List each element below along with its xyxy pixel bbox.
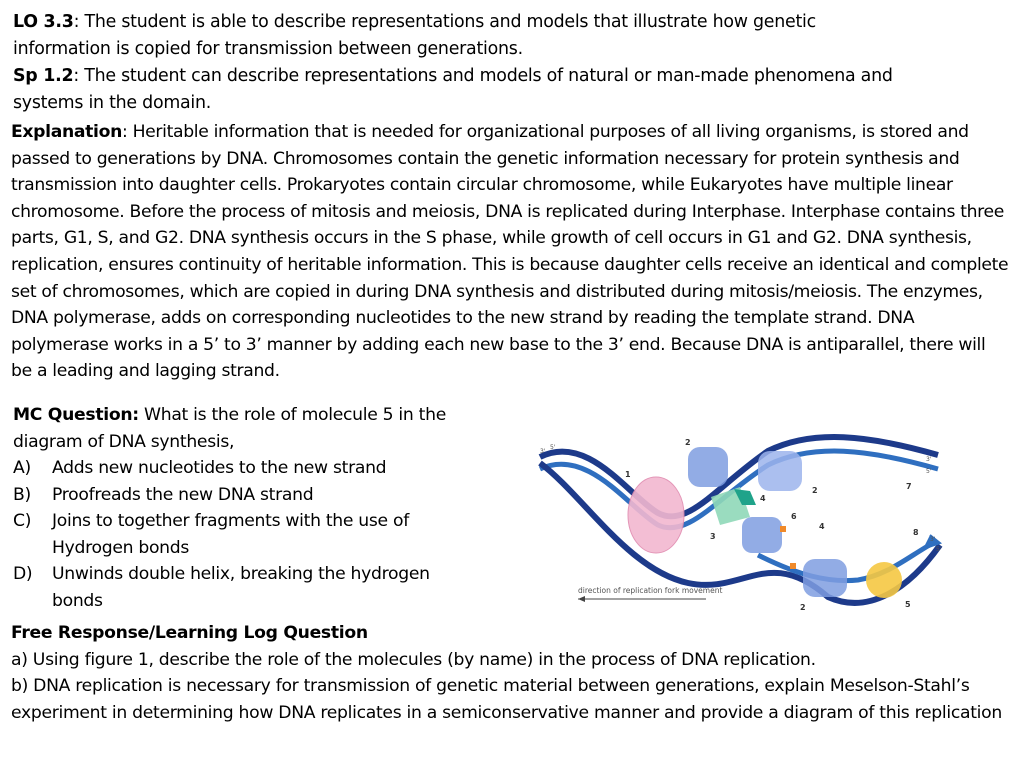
- rna-primer-1: [780, 526, 786, 532]
- rna-primer-2: [790, 563, 796, 569]
- mc-question: [13, 402, 483, 614]
- option-letter: D): [13, 564, 33, 584]
- end-label-5-left: 5': [550, 444, 556, 451]
- lo-text: : The student is able to describe representations and models that illustrate how genetic information is copied for transmission between generations.: [13, 12, 816, 59]
- mc-option-d[interactable]: [13, 561, 483, 614]
- polymerase-molecule-3: [742, 517, 782, 553]
- polymerase-molecule-4: [803, 559, 847, 597]
- end-label-5-right-top: 5': [926, 468, 932, 475]
- option-text: Adds new nucleotides to the new strand: [52, 458, 387, 478]
- label-7: 7: [906, 482, 912, 491]
- mc-question-text: What is the role of molecule 5 in the diagram of DNA synthesis,: [13, 405, 446, 452]
- direction-arrowhead: [578, 596, 585, 602]
- mc-question-label: MC Question:: [13, 405, 139, 425]
- label-5: 5: [905, 600, 911, 609]
- end-label-5-right-bottom: 5': [936, 546, 942, 553]
- learning-objectives: [13, 9, 893, 117]
- lo-objective: [13, 9, 893, 63]
- option-letter: C): [13, 511, 32, 531]
- label-2-bottom: 2: [800, 603, 806, 612]
- label-2-top: 2: [685, 438, 691, 447]
- polymerase-molecule-1: [688, 447, 728, 487]
- sp-label: Sp 1.2: [13, 66, 74, 86]
- option-text: Unwinds double helix, breaking the hydrogen bonds: [52, 564, 430, 611]
- free-response-part-b: b) DNA replication is necessary for transmission of genetic material between generations, explain Meselson-Stahl’s experiment in determining how DNA replicates in a semiconservative manner and provide a diagram of this replication: [11, 676, 1002, 723]
- label-6: 6: [791, 512, 797, 521]
- polymerase-molecule-2: [758, 451, 802, 491]
- mc-option-a[interactable]: [13, 455, 483, 482]
- label-3: 3: [710, 532, 716, 541]
- free-response-title: [11, 620, 1011, 647]
- dna-replication-diagram: [528, 425, 948, 615]
- free-response-part-a: a) Using figure 1, describe the role of the molecules (by name) in the process of DNA replication.: [11, 649, 816, 670]
- mc-option-c[interactable]: [13, 508, 483, 561]
- option-letter: A): [13, 458, 31, 478]
- mc-option-b[interactable]: [13, 482, 483, 509]
- helicase-molecule: [628, 477, 684, 553]
- label-4-bottom: 4: [819, 522, 825, 531]
- label-2-mid: 2: [812, 486, 818, 495]
- explanation-paragraph: [11, 119, 1011, 385]
- diagram-caption: direction of replication fork movement: [578, 586, 723, 595]
- mc-question-stem: [13, 402, 483, 455]
- option-text: Proofreads the new DNA strand: [52, 484, 314, 505]
- sp-objective: [13, 63, 893, 117]
- free-response-section: [11, 620, 1011, 726]
- option-text: Joins to together fragments with the use of Hydrogen bonds: [52, 511, 409, 558]
- label-1: 1: [625, 470, 631, 479]
- end-label-3-left: 3': [540, 448, 546, 455]
- molecule-5: [866, 562, 902, 598]
- option-letter: B): [13, 484, 31, 505]
- lo-label: LO 3.3: [13, 12, 74, 32]
- end-label-3-right-bottom: 3': [930, 536, 936, 543]
- explanation-text: : Heritable information that is needed for organizational purposes of all living organisms, is stored and passed to generations by DNA. Chromosomes contain the genetic information necessary for protein synthesis and transmission into daughter cells. Prokaryotes contain circular chromosome, while Eukaryotes have multiple linear chromosome. Before the process of mitosis and meiosis, DNA is replicated during Interphase. Interphase contains three parts, G1, S, and G2. DNA synthesis occurs in the S phase, while growth of cell occurs in G1 and G2. DNA synthesis, replication, ensures continuity of heritable information. This is because daughter cells receive an identical and complete set of chromosomes, which are copied in during DNA synthesis and distributed during mitosis/meiosis. The enzymes, DNA polymerase, adds on corresponding nucleotides to the new strand by reading the template strand. DNA polymerase works in a 5’ to 3’ manner by adding each new base to the 3’ end. Because DNA is antiparallel, there will be a leading and lagging strand.: [11, 122, 1009, 382]
- label-8: 8: [913, 528, 919, 537]
- end-label-3-right-top: 3': [926, 456, 932, 463]
- free-response-title-text: Free Response/Learning Log Question: [11, 623, 368, 643]
- sp-text: : The student can describe representations and models of natural or man-made phenomena and systems in the domain.: [13, 66, 893, 113]
- explanation-label: Explanation: [11, 122, 122, 142]
- label-4-top: 4: [760, 494, 766, 503]
